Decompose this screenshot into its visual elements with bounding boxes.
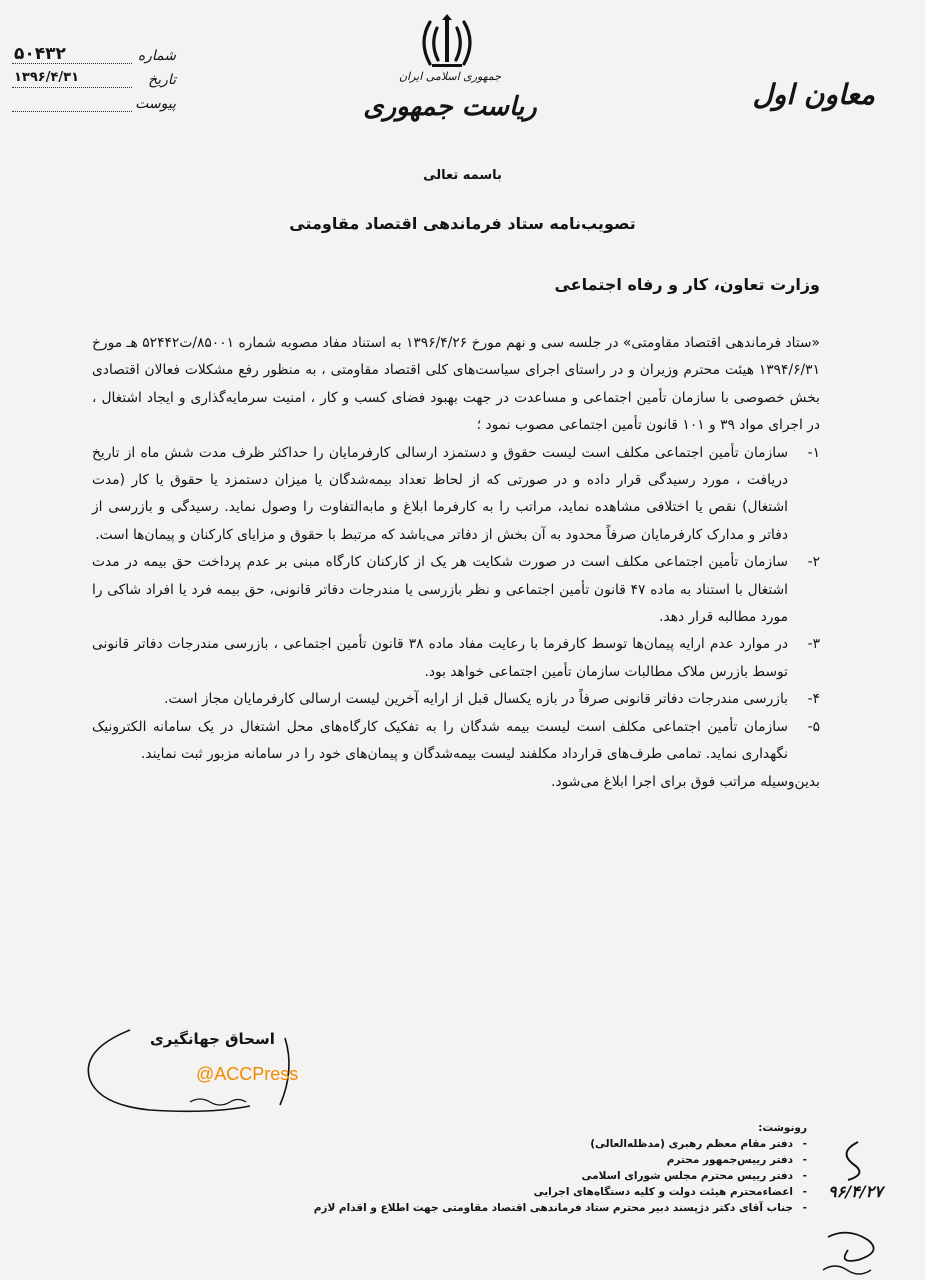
cc-text: دفتر مقام معظم رهبری (مدظله‌العالی) xyxy=(590,1138,793,1150)
cc-list xyxy=(247,1120,807,1216)
list-item xyxy=(92,686,820,713)
item-text: بازرسی مندرجات دفاتر قانونی صرفاً در بازه یکسال قبل از ارایه آخرین لیست ارسالی کارفرمایان مجاز است. xyxy=(164,691,788,708)
attachment-row xyxy=(12,88,182,112)
list-item xyxy=(92,714,820,769)
attachment-label: پیوست xyxy=(135,96,176,112)
cc-dash: - xyxy=(802,1202,807,1214)
date-label: تاریخ xyxy=(148,72,176,88)
cc-dash: - xyxy=(802,1138,807,1150)
first-vp-heading: معاون اول xyxy=(752,78,875,111)
cc-text: دفتر رییس محترم مجلس شورای اسلامی xyxy=(581,1170,793,1182)
attachment-value xyxy=(12,111,132,112)
letter-number: ۵۰۴۳۲ xyxy=(12,45,132,64)
cc-item xyxy=(247,1168,807,1184)
item-text: سازمان تأمین اجتماعی مکلف است لیست حقوق و دستمزد ارسالی کارفرمایان را حداکثر ظرف مدت شش ماه از تاریخ دریافت ، مورد رسیدگی قرار داده و در صورتی که از لحاظ تعداد بیمه‌شدگان یا میزان دستمزد یا حقوق یا کار (مدت اشتغال) نقص یا اختلافی مشاهده نماید، مراتب را به کارفرما ابلاغ و مابه‌التفاوت را وصول نماید. رسیدگی و بازرسی از دفاتر و مدارک کارفرمایان صرفاً محدود به آن بخش از دفاتر می‌باشد که مرتبط با حقوق و مزایای کارکنان و پیمان‌ها است. xyxy=(92,444,788,543)
item-text: سازمان تأمین اجتماعی مکلف است لیست بیمه شدگان را به تفکیک کارگاه‌های محل اشتغال در یک سامانه الکترونیک نگهداری نماید. تمامی طرف‌های قرارداد مکلفند لیست بیمه‌شدگان و پیمان‌های خود را در سامانه مزبور ثبت نمایند. xyxy=(92,718,788,763)
number-row xyxy=(12,40,182,64)
cc-item xyxy=(247,1184,807,1200)
cc-dash: - xyxy=(802,1186,807,1198)
cc-label: رونوشت: xyxy=(758,1122,807,1134)
republic-text: جمهوری اسلامی ایران xyxy=(398,70,502,83)
handwritten-date: ۹۶/۴/۲۷ xyxy=(828,1182,883,1201)
cc-dash: - xyxy=(802,1170,807,1182)
list-item xyxy=(92,631,820,686)
signatory-name: اسحاق جهانگیری xyxy=(150,1030,275,1048)
item-number: ۱- xyxy=(807,444,820,461)
watermark: @ACCPress xyxy=(196,1064,299,1084)
closing-line: بدین‌وسیله مراتب فوق برای اجرا ابلاغ می‌شود. xyxy=(551,773,820,790)
item-number: ۳- xyxy=(807,636,820,653)
cc-dash: - xyxy=(802,1154,807,1166)
item-number: ۵- xyxy=(807,718,820,735)
list-item xyxy=(92,549,820,631)
document-title: تصویب‌نامه ستاد فرماندهی اقتصاد مقاومتی xyxy=(289,214,636,233)
handwritten-initials xyxy=(818,1132,898,1277)
cc-item xyxy=(247,1152,807,1168)
iran-emblem-icon xyxy=(412,12,482,72)
number-label: شماره xyxy=(137,48,176,64)
list-item xyxy=(92,440,820,550)
document-body xyxy=(92,330,820,796)
basmala: باسمه تعالی xyxy=(423,168,502,183)
presidency-text: ریاست جمهوری xyxy=(363,92,537,122)
cc-text: اعضاءمحترم هیئت دولت و کلیه دستگاه‌های اجرایی xyxy=(533,1186,793,1198)
cc-text: جناب آقای دکتر دژپسند دبیر محترم ستاد فرماندهی اقتصاد مقاومتی جهت اطلاع و اقدام لازم xyxy=(313,1202,793,1214)
date-row xyxy=(12,64,182,88)
item-text: در موارد عدم ارایه پیمان‌ها توسط کارفرما با رعایت مفاد ماده ۳۸ قانون تأمین اجتماعی ، بازرسی مندرجات دفاتر قانونی توسط بازرس ملاک مطالبات سازمان تأمین اجتماعی خواهد بود. xyxy=(92,636,788,680)
item-number: ۴- xyxy=(807,691,820,708)
cc-text: دفتر رییس‌جمهور محترم xyxy=(666,1154,793,1166)
intro-paragraph: «ستاد فرماندهی اقتصاد مقاومتی» در جلسه سی و نهم مورخ ۱۳۹۶/۴/۲۶ به استناد مفاد مصوبه شماره ۸۵۰۰۱/ت۵۲۴۴۲ هـ مورخ ۱۳۹۴/۶/۳۱ هیئت محترم وزیران و در راستای اجرای سیاست‌های کلی اقتصاد مقاومتی ، به منظور رفع مشکلات فعالان اقتصادی بخش خصوصی با سازمان تأمین اجتماعی و مساعدت در جهت بهبود فضای کسب و کار ، امنیت سرمایه‌گذاری و ایجاد اشتغال ، در اجرای مواد ۳۹ و ۱۰۱ قانون تأمین اجتماعی مصوب نمود ؛ xyxy=(92,335,821,434)
item-number: ۲- xyxy=(807,554,820,571)
addressee: وزارت تعاون، کار و رفاه اجتماعی xyxy=(554,275,820,294)
letter-meta xyxy=(12,40,182,112)
cc-item xyxy=(247,1200,807,1216)
item-text: سازمان تأمین اجتماعی مکلف است در صورت شکایت هر یک از کارکنان کارگاه مبنی بر عدم پرداخت حق بیمه در مدت اشتغال با استناد به ماده ۴۷ قانون تأمین اجتماعی و نظر بازرسی یا مندرجات دفاتر قانونی، حق بیمه فرد یا افراد شاکی را مورد مطالبه قرار دهد. xyxy=(92,554,789,626)
letter-date: ۱۳۹۶/۴/۳۱ xyxy=(12,69,132,88)
cc-item xyxy=(247,1136,807,1152)
